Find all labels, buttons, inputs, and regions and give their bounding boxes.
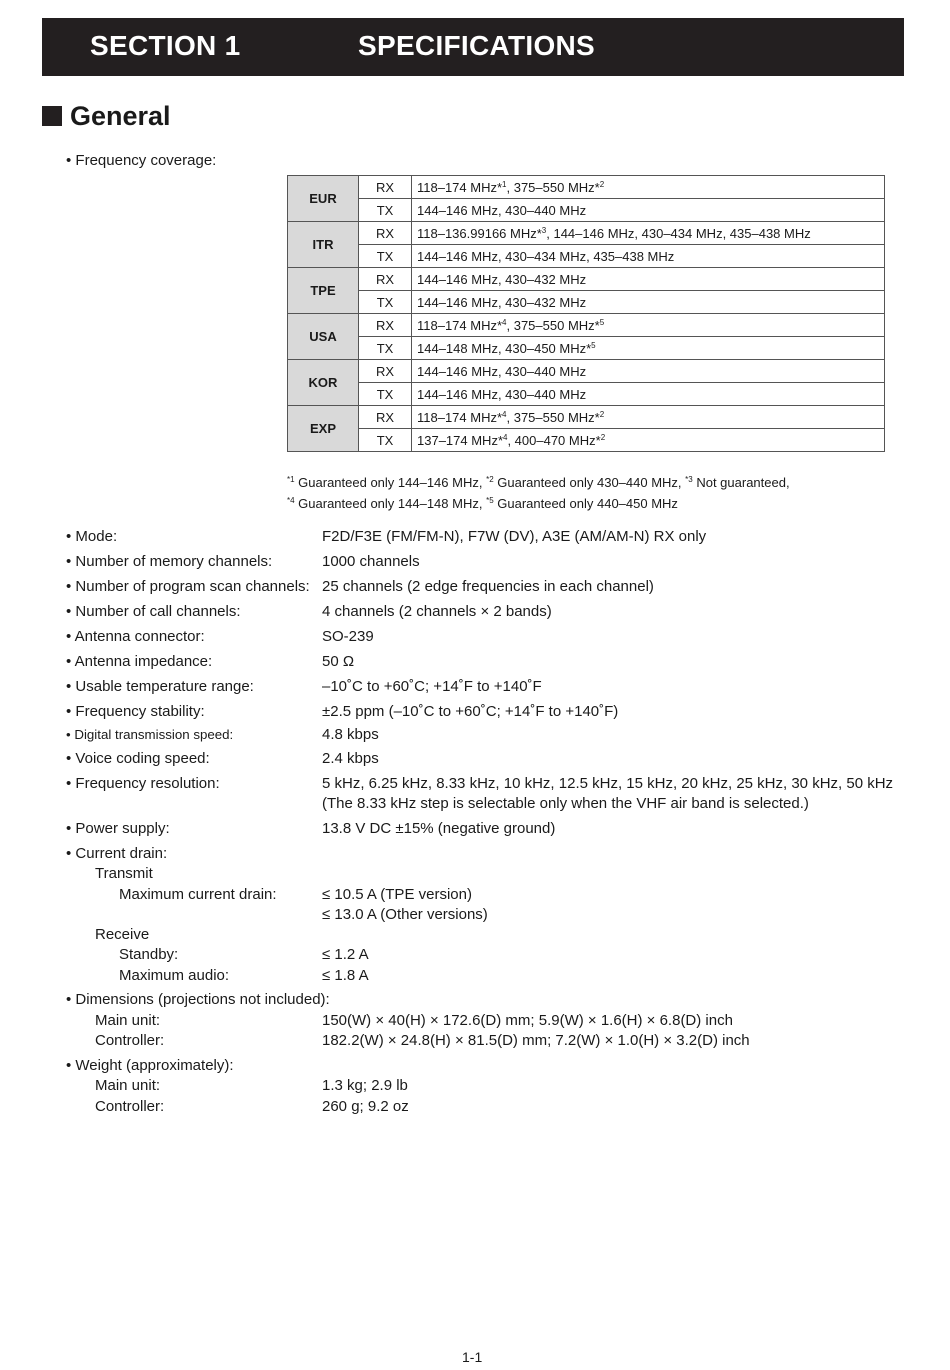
footnote-mark: *4 — [287, 496, 295, 505]
frequency-text: , 400–470 MHz* — [507, 432, 601, 448]
weight-controller-label: Controller: — [95, 1098, 165, 1115]
section-number: SECTION 1 — [90, 30, 241, 61]
region-cell: EXP — [288, 406, 359, 452]
freq-row-usa-rx — [288, 314, 885, 337]
region-cell: EUR — [288, 176, 359, 222]
frequency-text: 144–146 MHz, 430–440 MHz — [417, 202, 587, 218]
footnote-text: Not guaranteed, — [692, 475, 790, 490]
freq-row-exp-rx — [288, 406, 885, 429]
direction-cell: RX — [359, 360, 412, 383]
footnote-line-1 — [287, 475, 790, 490]
spec-label-weight: • Weight (approximately): — [66, 1057, 234, 1074]
frequency-text: 118–136.99166 MHz* — [417, 225, 542, 241]
frequency-value-cell — [412, 337, 885, 360]
region-cell: KOR — [288, 360, 359, 406]
freq-row-itr-tx — [288, 245, 885, 268]
spec-value-call-channels: 4 channels (2 channels × 2 bands) — [322, 603, 552, 620]
spec-value-frequency-resolution-note: (The 8.33 kHz step is selectable only when the VHF air band is selected.) — [322, 795, 809, 812]
footnote-mark: *2 — [486, 475, 494, 484]
spec-label-memory-channels: • Number of memory channels: — [66, 553, 273, 570]
spec-value-power-supply: 13.8 V DC ±15% (negative ground) — [322, 820, 556, 837]
footnote-mark: 5 — [591, 340, 596, 350]
frequency-value-cell — [412, 222, 885, 245]
footnote-mark: 1 — [502, 179, 507, 189]
frequency-value-cell — [412, 199, 885, 222]
freq-row-tpe-rx — [288, 268, 885, 291]
region-cell: TPE — [288, 268, 359, 314]
frequency-text: 144–146 MHz, 430–440 MHz — [417, 386, 587, 402]
direction-cell: RX — [359, 406, 412, 429]
spec-value-digital-transmission-speed: 4.8 kbps — [322, 726, 379, 743]
spec-label-voice-coding-speed: • Voice coding speed: — [66, 750, 210, 767]
current-max-drain-tpe: ≤ 10.5 A (TPE version) — [322, 886, 472, 903]
dimensions-main-value: 150(W) × 40(H) × 172.6(D) mm; 5.9(W) × 1.6(H) × 6.8(D) inch — [322, 1012, 733, 1029]
frequency-value-cell — [412, 245, 885, 268]
frequency-text: , 375–550 MHz* — [506, 179, 600, 195]
footnote-mark: *1 — [287, 475, 295, 484]
footnote-mark: 4 — [503, 432, 508, 442]
freq-row-exp-tx — [288, 429, 885, 452]
footnote-mark: 5 — [599, 317, 605, 327]
footnote-mark: 2 — [600, 432, 606, 442]
frequency-text: 144–146 MHz, 430–432 MHz — [417, 271, 587, 287]
freq-row-eur-rx — [288, 176, 885, 199]
footnote-text: Guaranteed only 440–450 MHz — [493, 496, 678, 511]
frequency-value-cell — [412, 383, 885, 406]
current-max-audio-label: Maximum audio: — [119, 967, 230, 984]
section-header-bar — [42, 18, 904, 76]
spec-label-temperature-range: • Usable temperature range: — [66, 678, 254, 695]
square-bullet-icon — [42, 106, 62, 126]
frequency-text: , 144–146 MHz, 430–434 MHz, 435–438 MHz — [546, 225, 811, 241]
frequency-text: , 375–550 MHz* — [506, 317, 600, 333]
footnote-mark: 4 — [502, 317, 507, 327]
spec-value-frequency-resolution: 5 kHz, 6.25 kHz, 8.33 kHz, 10 kHz, 12.5 kHz, 15 kHz, 20 kHz, 25 kHz, 30 kHz, 50 kHz — [322, 775, 894, 792]
direction-cell: TX — [359, 199, 412, 222]
frequency-value-cell — [412, 314, 885, 337]
footnote-mark: 2 — [599, 409, 605, 419]
footnote-text: Guaranteed only 144–146 MHz, — [294, 475, 487, 490]
frequency-text: 118–174 MHz* — [417, 409, 503, 425]
page-number: 1-1 — [462, 1349, 483, 1365]
spec-label-mode: • Mode: — [66, 528, 118, 545]
frequency-text: 137–174 MHz* — [417, 432, 503, 448]
region-cell: USA — [288, 314, 359, 360]
freq-row-kor-rx — [288, 360, 885, 383]
direction-cell: TX — [359, 337, 412, 360]
spec-label-antenna-impedance: • Antenna impedance: — [66, 653, 213, 670]
spec-value-memory-channels: 1000 channels — [322, 553, 420, 570]
frequency-text: 144–146 MHz, 430–432 MHz — [417, 294, 587, 310]
spec-value-antenna-connector: SO-239 — [322, 628, 374, 645]
footnote-mark: 2 — [599, 179, 605, 189]
frequency-coverage-table — [287, 175, 885, 452]
freq-row-kor-tx — [288, 383, 885, 406]
spec-label-power-supply: • Power supply: — [66, 820, 170, 837]
direction-cell: RX — [359, 268, 412, 291]
spec-label-current-drain: • Current drain: — [66, 845, 168, 862]
weight-main-label: Main unit: — [95, 1077, 161, 1094]
direction-cell: TX — [359, 429, 412, 452]
section-title: SPECIFICATIONS — [358, 30, 596, 61]
freq-row-eur-tx — [288, 199, 885, 222]
freq-row-itr-rx — [288, 222, 885, 245]
current-max-drain-other: ≤ 13.0 A (Other versions) — [322, 906, 488, 923]
direction-cell: RX — [359, 176, 412, 199]
region-cell: ITR — [288, 222, 359, 268]
footnote-mark: 4 — [502, 409, 507, 419]
frequency-text: 118–174 MHz* — [417, 317, 503, 333]
current-max-audio-value: ≤ 1.8 A — [322, 967, 369, 984]
direction-cell: TX — [359, 291, 412, 314]
subheading — [42, 98, 171, 134]
dimensions-controller-label: Controller: — [95, 1032, 165, 1049]
weight-controller-value: 260 g; 9.2 oz — [322, 1098, 409, 1115]
spec-value-program-scan: 25 channels (2 edge frequencies in each channel) — [322, 578, 654, 595]
footnote-text: Guaranteed only 430–440 MHz, — [493, 475, 686, 490]
direction-cell: RX — [359, 222, 412, 245]
footnote-text: Guaranteed only 144–148 MHz, — [294, 496, 487, 511]
spec-value-frequency-stability: ±2.5 ppm (–10˚C to +60˚C; +14˚F to +140˚F) — [322, 703, 619, 720]
spec-label-call-channels: • Number of call channels: — [66, 603, 241, 620]
spec-value-mode: F2D/F3E (FM/FM-N), F7W (DV), A3E (AM/AM-N) RX only — [322, 528, 707, 545]
freq-row-tpe-tx — [288, 291, 885, 314]
frequency-text: 144–146 MHz, 430–440 MHz — [417, 363, 587, 379]
direction-cell: TX — [359, 245, 412, 268]
spec-value-antenna-impedance: 50 Ω — [322, 653, 355, 670]
footnote-mark: 3 — [541, 225, 547, 235]
spec-label-frequency-stability: • Frequency stability: — [66, 703, 205, 720]
footnote-mark: *3 — [685, 475, 693, 484]
spec-label-digital-transmission-speed: • Digital transmission speed: — [66, 727, 234, 742]
dimensions-controller-value: 182.2(W) × 24.8(H) × 81.5(D) mm; 7.2(W) × 1.0(H) × 3.2(D) inch — [322, 1032, 750, 1049]
current-standby-value: ≤ 1.2 A — [322, 946, 369, 963]
current-transmit-label: Transmit — [95, 865, 153, 882]
frequency-text: 144–148 MHz, 430–450 MHz* — [417, 340, 592, 356]
frequency-text: 118–174 MHz* — [417, 179, 503, 195]
frequency-text: , 375–550 MHz* — [506, 409, 600, 425]
subheading-text: General — [70, 100, 171, 131]
spec-value-voice-coding-speed: 2.4 kbps — [322, 750, 379, 767]
spec-label-antenna-connector: • Antenna connector: — [66, 628, 205, 645]
frequency-value-cell — [412, 268, 885, 291]
frequency-coverage-label: • Frequency coverage: — [66, 152, 217, 169]
spec-label-frequency-resolution: • Frequency resolution: — [66, 775, 220, 792]
frequency-value-cell — [412, 291, 885, 314]
current-max-drain-label: Maximum current drain: — [119, 886, 277, 903]
spec-value-temperature-range: –10˚C to +60˚C; +14˚F to +140˚F — [322, 678, 542, 695]
direction-cell: RX — [359, 314, 412, 337]
footnote-line-2 — [287, 496, 678, 511]
spec-label-program-scan: • Number of program scan channels: — [66, 578, 310, 595]
current-receive-label: Receive — [95, 926, 150, 943]
dimensions-main-label: Main unit: — [95, 1012, 161, 1029]
footnote-mark: *5 — [486, 496, 494, 505]
direction-cell: TX — [359, 383, 412, 406]
frequency-value-cell — [412, 176, 885, 199]
frequency-text: 144–146 MHz, 430–434 MHz, 435–438 MHz — [417, 248, 675, 264]
current-standby-label: Standby: — [119, 946, 179, 963]
frequency-value-cell — [412, 360, 885, 383]
weight-main-value: 1.3 kg; 2.9 lb — [322, 1077, 408, 1094]
frequency-value-cell — [412, 406, 885, 429]
spec-label-dimensions: • Dimensions (projections not included): — [66, 991, 330, 1008]
freq-row-usa-tx — [288, 337, 885, 360]
frequency-value-cell — [412, 429, 885, 452]
